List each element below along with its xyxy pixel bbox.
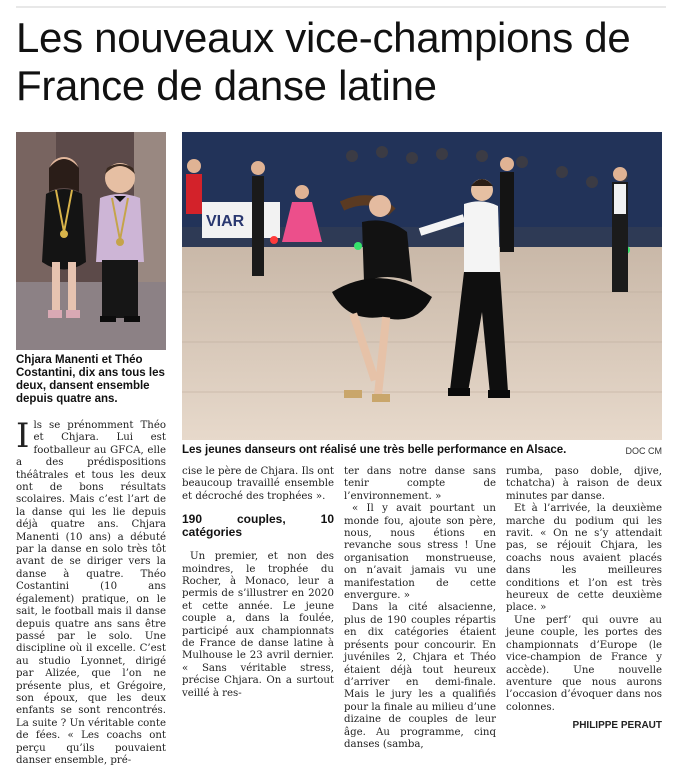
photo-dance-competition [182, 132, 662, 440]
article-headline: Les nouveaux vice-champions de France de danse latine [16, 14, 631, 109]
article-paragraph: Et à l’arrivée, la deuxième marche du podium qui les ravit. « On ne s’y attendait pas, se réjouit Chjara, les coachs nous avaient placés dans les meilleures conditions et l’on est très heureux de cette deuxième place. » [506, 503, 662, 614]
paragraph-text: ls se prénomment Théo et Chjara. Lui est footballeur au GFCA, elle a des prédispositions théâtrales et tous les deux ont de bons résultats scolaires. Mais c’est l’art de la danse qui les lie depuis déjà quatre ans. Chjara Manenti (10 ans) a débuté par la danse en solo très tôt avant de se diriger vers la danse à quatre. Théo Costantini (10 ans également) pratique, on le sait, le football mais il danse depuis quatre ans sans être passé par le solo. Une discipline où il excelle. C’est au studio Lyonnet, dirigé par Alizée, que l’on ne présente plus, et Grégoire, son époux, que les deux enfants se sont rencontrés. La suite ? Un véritable conte de fées. « Les coachs ont perçu qu’ils pouvaient danser ensemble, pré- [16, 420, 166, 766]
article-column-1 [16, 416, 166, 767]
article-paragraph: cise le père de Chjara. Ils ont beaucoup travaillé ensemble et décroché des trophées ». [182, 466, 335, 502]
photo-children-portrait [16, 132, 166, 350]
article-paragraph: Dans la cité alsacienne, plus de 190 couples répartis en dix catégories étaient présents pour concourir. En juvéniles 2, Chjara et Théo étaient déjà tout heureux d’arriver en demi-finale. Mais le jury les a qualifiés pour la finale au milieu d’une dizaine de couples de leur âge. Au programme, cinq danses (samba, [344, 602, 496, 750]
author-signature: PHILIPPE PERAUT [572, 720, 662, 732]
article-paragraph [16, 416, 166, 767]
caption-children-photo: Chjara Manenti et Théo Costantini, dix ans tous les deux, dansent ensemble depuis quatre ans. [16, 354, 165, 405]
drop-cap: I [16, 416, 30, 456]
article-subheading: 190 couples, 10 catégories [182, 512, 334, 540]
article-paragraph: rumba, paso doble, djive, tchatcha) à raison de deux minutes par danse. [506, 466, 662, 502]
sponsor-banner-text: VIAR [206, 213, 245, 230]
article-paragraph: Une perf’ qui ouvre au jeune couple, les portes des championnats d’Europe (le vice-champion de France y accède). Une nouvelle aventure que nous aurons l’occasion d’évoquer dans nos colonnes. [506, 614, 662, 713]
article-paragraph: ter dans notre danse sans tenir compte de l’environnement. » [344, 466, 496, 502]
article-column-3 [344, 466, 496, 751]
children-illustration [16, 132, 166, 350]
caption-dance-photo: Les jeunes danseurs ont réalisé une très belle performance en Alsace. [182, 444, 567, 456]
dance-floor-illustration [182, 132, 662, 440]
photo-credit: DOC CM [625, 446, 662, 456]
article-paragraph: « Il y avait pourtant un monde fou, ajoute son père, nous, nous étions en revanche sous stress ! Une organisation monstrueuse, on n’avait jamais vu une manifestation de cette envergure. » [344, 503, 496, 602]
article-column-4 [506, 466, 662, 733]
article-paragraph: Un premier, et non des moindres, le trophée du Rocher, à Monaco, leur a permis de s’illustrer en 2020 et cette année. Le jeune couple a, dans la foulée, participé aux championnats de France de danse latine à Mulhouse le 23 avril dernier. « Sans véritable stress, précise Chjara. On a surtout veillé à res- [182, 551, 334, 699]
top-rule [16, 6, 666, 8]
article-column-2 [182, 466, 334, 700]
